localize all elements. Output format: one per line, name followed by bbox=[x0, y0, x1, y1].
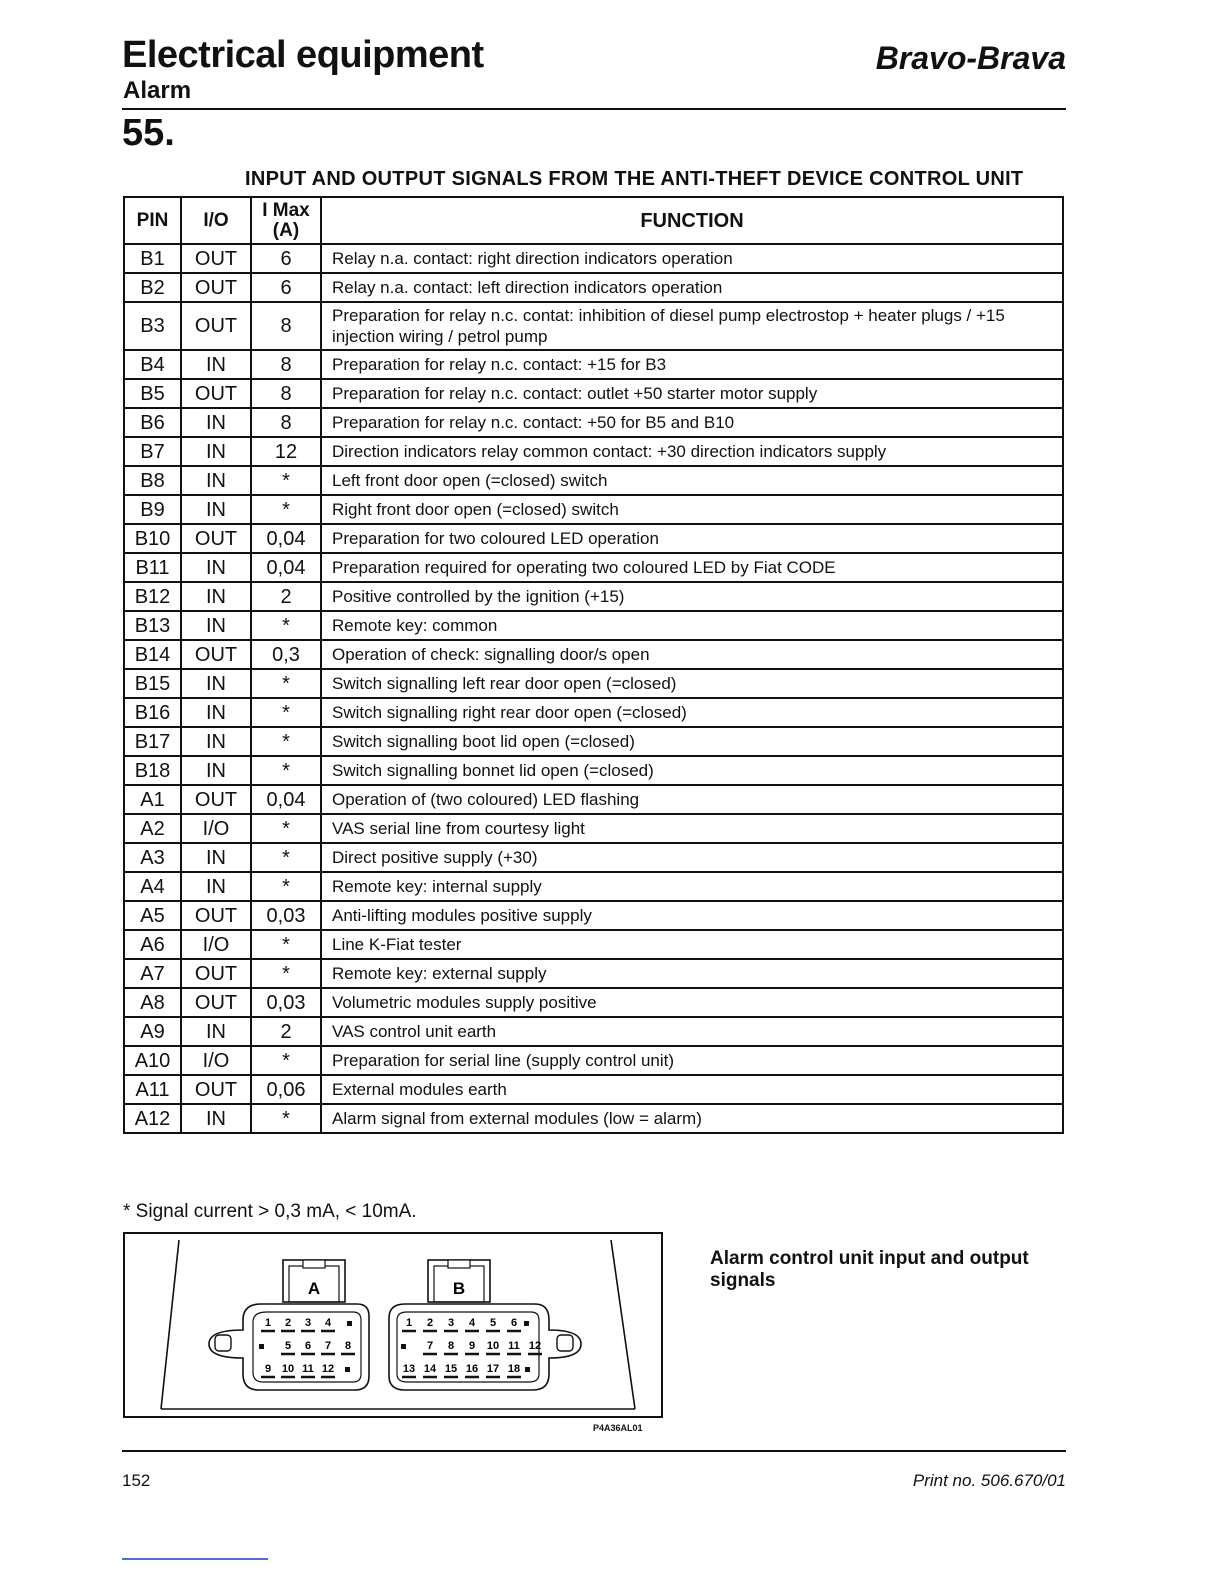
pin-number: 11 bbox=[302, 1363, 314, 1375]
cell-pin: B4 bbox=[124, 350, 181, 379]
cell-function: Line K-Fiat tester bbox=[321, 930, 1063, 959]
cell-function: Preparation required for operating two coloured LED by Fiat CODE bbox=[321, 553, 1063, 582]
cell-imax: 0,03 bbox=[251, 988, 321, 1017]
cell-pin: B6 bbox=[124, 408, 181, 437]
cell-function: Direction indicators relay common contact: +30 direction indicators supply bbox=[321, 437, 1063, 466]
cell-io: OUT bbox=[181, 379, 251, 408]
table-row bbox=[124, 437, 1063, 466]
table-row bbox=[124, 930, 1063, 959]
cell-pin: A11 bbox=[124, 1075, 181, 1104]
cell-io: OUT bbox=[181, 785, 251, 814]
cell-imax: * bbox=[251, 466, 321, 495]
cell-imax: 0,3 bbox=[251, 640, 321, 669]
connector-a-pins bbox=[259, 1317, 355, 1377]
cell-pin: B11 bbox=[124, 553, 181, 582]
cell-imax: 6 bbox=[251, 244, 321, 273]
cell-imax: * bbox=[251, 698, 321, 727]
housing-right-edge bbox=[611, 1240, 635, 1409]
cell-imax: * bbox=[251, 669, 321, 698]
pin-number: 17 bbox=[486, 1363, 500, 1375]
pin-number: 12 bbox=[321, 1363, 335, 1375]
pin-number: 11 bbox=[508, 1340, 520, 1352]
pin-number: 1 bbox=[264, 1317, 272, 1329]
pin-number: 7 bbox=[324, 1340, 332, 1352]
section-number: 55. bbox=[122, 112, 175, 154]
table-row bbox=[124, 698, 1063, 727]
table-row bbox=[124, 1104, 1063, 1133]
cell-pin: B16 bbox=[124, 698, 181, 727]
cell-imax: * bbox=[251, 930, 321, 959]
cell-function: Remote key: common bbox=[321, 611, 1063, 640]
key-marker bbox=[259, 1344, 264, 1349]
cell-io: IN bbox=[181, 495, 251, 524]
table-row bbox=[124, 495, 1063, 524]
cell-imax: * bbox=[251, 843, 321, 872]
key-marker bbox=[345, 1367, 350, 1372]
cell-io: IN bbox=[181, 437, 251, 466]
table-row bbox=[124, 244, 1063, 273]
connector-a-label: A bbox=[307, 1279, 321, 1298]
cell-imax: 8 bbox=[251, 350, 321, 379]
cell-imax: 0,04 bbox=[251, 785, 321, 814]
cell-imax: 6 bbox=[251, 273, 321, 302]
footer-divider bbox=[122, 1450, 1066, 1452]
cell-pin: B5 bbox=[124, 379, 181, 408]
cell-pin: A10 bbox=[124, 1046, 181, 1075]
cell-pin: B14 bbox=[124, 640, 181, 669]
cell-imax: * bbox=[251, 727, 321, 756]
table-row bbox=[124, 756, 1063, 785]
cell-io: IN bbox=[181, 1017, 251, 1046]
cell-pin: A8 bbox=[124, 988, 181, 1017]
cell-imax: 2 bbox=[251, 1017, 321, 1046]
connector-b bbox=[389, 1260, 581, 1390]
cell-pin: B3 bbox=[124, 302, 181, 350]
pin-number: 7 bbox=[426, 1340, 434, 1352]
cell-function: Volumetric modules supply positive bbox=[321, 988, 1063, 1017]
cell-function: Preparation for relay n.c. contact: +50 for B5 and B10 bbox=[321, 408, 1063, 437]
cell-function: Preparation for relay n.c. contat: inhibition of diesel pump electrostop + heater plugs / +15 injection wiring / petrol pump bbox=[321, 302, 1063, 350]
pin-number: 16 bbox=[465, 1363, 479, 1375]
pin-number: 3 bbox=[447, 1317, 455, 1329]
table-row bbox=[124, 814, 1063, 843]
connector-drawing bbox=[125, 1234, 661, 1416]
pin-number: 10 bbox=[486, 1340, 500, 1352]
cell-io: OUT bbox=[181, 988, 251, 1017]
table-row bbox=[124, 379, 1063, 408]
cell-pin: B10 bbox=[124, 524, 181, 553]
cell-function: Anti-lifting modules positive supply bbox=[321, 901, 1063, 930]
cell-function: Preparation for relay n.c. contact: outlet +50 starter motor supply bbox=[321, 379, 1063, 408]
cell-io: IN bbox=[181, 669, 251, 698]
pin-number: 10 bbox=[281, 1363, 295, 1375]
cell-io: OUT bbox=[181, 640, 251, 669]
key-marker bbox=[524, 1321, 529, 1326]
pin-number: 1 bbox=[405, 1317, 413, 1329]
key-marker bbox=[401, 1344, 406, 1349]
cell-imax: 8 bbox=[251, 408, 321, 437]
table-row bbox=[124, 1075, 1063, 1104]
table-row bbox=[124, 350, 1063, 379]
table-header-row bbox=[124, 197, 1063, 244]
cell-function: VAS serial line from courtesy light bbox=[321, 814, 1063, 843]
connector-a bbox=[209, 1260, 369, 1390]
print-number: Print no. 506.670/01 bbox=[912, 1471, 1066, 1490]
table-row bbox=[124, 611, 1063, 640]
col-header-imax: I Max (A) bbox=[251, 197, 321, 244]
cell-io: IN bbox=[181, 408, 251, 437]
cell-function: VAS control unit earth bbox=[321, 1017, 1063, 1046]
table-row bbox=[124, 988, 1063, 1017]
table-row bbox=[124, 669, 1063, 698]
table-row bbox=[124, 640, 1063, 669]
connector-b-pins bbox=[401, 1317, 542, 1377]
connector-diagram bbox=[123, 1232, 663, 1418]
cell-function: Switch signalling bonnet lid open (=closed) bbox=[321, 756, 1063, 785]
cell-function: Remote key: internal supply bbox=[321, 872, 1063, 901]
cell-io: IN bbox=[181, 698, 251, 727]
pin-number: 18 bbox=[507, 1363, 521, 1375]
cell-imax: 12 bbox=[251, 437, 321, 466]
cell-imax: 0,03 bbox=[251, 901, 321, 930]
col-header-function: FUNCTION bbox=[321, 197, 1063, 244]
cell-pin: B15 bbox=[124, 669, 181, 698]
cell-pin: A6 bbox=[124, 930, 181, 959]
pin-number: 8 bbox=[344, 1340, 352, 1352]
table-row bbox=[124, 901, 1063, 930]
pin-number: 9 bbox=[264, 1363, 272, 1375]
cell-io: IN bbox=[181, 611, 251, 640]
cell-function: Right front door open (=closed) switch bbox=[321, 495, 1063, 524]
signals-table bbox=[123, 196, 1064, 1134]
cell-imax: * bbox=[251, 1104, 321, 1133]
cell-imax: * bbox=[251, 1046, 321, 1075]
pin-number: 13 bbox=[402, 1363, 416, 1375]
cell-imax: 0,04 bbox=[251, 524, 321, 553]
cell-io: OUT bbox=[181, 524, 251, 553]
cell-function: Alarm signal from external modules (low = alarm) bbox=[321, 1104, 1063, 1133]
cell-imax: * bbox=[251, 611, 321, 640]
cell-imax: * bbox=[251, 814, 321, 843]
cell-io: IN bbox=[181, 1104, 251, 1133]
cell-imax: * bbox=[251, 959, 321, 988]
housing-left-edge bbox=[161, 1240, 179, 1409]
cell-imax: 0,04 bbox=[251, 553, 321, 582]
cell-pin: B17 bbox=[124, 727, 181, 756]
cell-pin: B9 bbox=[124, 495, 181, 524]
cell-io: OUT bbox=[181, 302, 251, 350]
pin-number: 15 bbox=[444, 1363, 458, 1375]
table-row bbox=[124, 466, 1063, 495]
table-row bbox=[124, 582, 1063, 611]
cell-function: Relay n.a. contact: left direction indicators operation bbox=[321, 273, 1063, 302]
table-row bbox=[124, 1017, 1063, 1046]
cell-io: OUT bbox=[181, 273, 251, 302]
cell-function: Operation of (two coloured) LED flashing bbox=[321, 785, 1063, 814]
diagram-caption: Alarm control unit input and output signals bbox=[710, 1248, 1029, 1291]
cell-pin: B12 bbox=[124, 582, 181, 611]
cell-function: Remote key: external supply bbox=[321, 959, 1063, 988]
footnote: * Signal current > 0,3 mA, < 10mA. bbox=[123, 1201, 417, 1222]
cell-pin: B2 bbox=[124, 273, 181, 302]
cell-pin: B13 bbox=[124, 611, 181, 640]
cell-function: Left front door open (=closed) switch bbox=[321, 466, 1063, 495]
cell-imax: 8 bbox=[251, 302, 321, 350]
cell-pin: B18 bbox=[124, 756, 181, 785]
model-name: Bravo-Brava bbox=[875, 40, 1066, 76]
cell-pin: A9 bbox=[124, 1017, 181, 1046]
col-header-io: I/O bbox=[181, 197, 251, 244]
cell-function: Switch signalling boot lid open (=closed) bbox=[321, 727, 1063, 756]
pin-number: 12 bbox=[528, 1340, 542, 1352]
cell-pin: A3 bbox=[124, 843, 181, 872]
table-title: INPUT AND OUTPUT SIGNALS FROM THE ANTI-THEFT DEVICE CONTROL UNIT bbox=[245, 168, 1024, 190]
cell-io: IN bbox=[181, 843, 251, 872]
cell-pin: A12 bbox=[124, 1104, 181, 1133]
cell-pin: A7 bbox=[124, 959, 181, 988]
cell-function: Switch signalling left rear door open (=closed) bbox=[321, 669, 1063, 698]
key-marker bbox=[525, 1367, 530, 1372]
cell-io: IN bbox=[181, 872, 251, 901]
pin-number: 9 bbox=[468, 1340, 476, 1352]
cell-io: I/O bbox=[181, 930, 251, 959]
cell-io: OUT bbox=[181, 901, 251, 930]
cell-function: Switch signalling right rear door open (=closed) bbox=[321, 698, 1063, 727]
cell-pin: B7 bbox=[124, 437, 181, 466]
scan-artifact-line bbox=[122, 1558, 268, 1560]
connector-b-label: B bbox=[452, 1279, 466, 1298]
pin-number: 8 bbox=[447, 1340, 455, 1352]
table-row bbox=[124, 302, 1063, 350]
cell-pin: A1 bbox=[124, 785, 181, 814]
cell-io: I/O bbox=[181, 814, 251, 843]
cell-function: Preparation for two coloured LED operation bbox=[321, 524, 1063, 553]
cell-pin: B1 bbox=[124, 244, 181, 273]
cell-pin: A5 bbox=[124, 901, 181, 930]
cell-function: Positive controlled by the ignition (+15) bbox=[321, 582, 1063, 611]
pin-number: 4 bbox=[468, 1317, 476, 1329]
cell-function: Preparation for serial line (supply control unit) bbox=[321, 1046, 1063, 1075]
table-row bbox=[124, 843, 1063, 872]
table-row bbox=[124, 553, 1063, 582]
cell-io: IN bbox=[181, 756, 251, 785]
key-marker bbox=[347, 1321, 352, 1326]
col-header-pin: PIN bbox=[124, 197, 181, 244]
table-row bbox=[124, 785, 1063, 814]
table-row bbox=[124, 408, 1063, 437]
diagram-code: P4A36AL01 bbox=[593, 1423, 643, 1433]
cell-function: External modules earth bbox=[321, 1075, 1063, 1104]
cell-imax: 8 bbox=[251, 379, 321, 408]
cell-imax: 2 bbox=[251, 582, 321, 611]
pin-number: 2 bbox=[284, 1317, 292, 1329]
cell-function: Direct positive supply (+30) bbox=[321, 843, 1063, 872]
cell-function: Preparation for relay n.c. contact: +15 for B3 bbox=[321, 350, 1063, 379]
table-row bbox=[124, 727, 1063, 756]
cell-io: OUT bbox=[181, 1075, 251, 1104]
table-body bbox=[124, 244, 1063, 1133]
pin-number: 6 bbox=[304, 1340, 312, 1352]
cell-pin: A4 bbox=[124, 872, 181, 901]
cell-imax: * bbox=[251, 872, 321, 901]
table-row bbox=[124, 872, 1063, 901]
header-divider bbox=[122, 108, 1066, 110]
table-row bbox=[124, 524, 1063, 553]
cell-imax: * bbox=[251, 756, 321, 785]
pin-number: 4 bbox=[324, 1317, 332, 1329]
cell-io: IN bbox=[181, 466, 251, 495]
page-number: 152 bbox=[122, 1471, 151, 1490]
page-subtitle: Alarm bbox=[123, 77, 192, 104]
cell-imax: * bbox=[251, 495, 321, 524]
cell-io: IN bbox=[181, 582, 251, 611]
cell-io: IN bbox=[181, 553, 251, 582]
pin-number: 3 bbox=[304, 1317, 312, 1329]
cell-function: Operation of check: signalling door/s open bbox=[321, 640, 1063, 669]
cell-pin: B8 bbox=[124, 466, 181, 495]
cell-io: IN bbox=[181, 727, 251, 756]
cell-pin: A2 bbox=[124, 814, 181, 843]
pin-number: 5 bbox=[284, 1340, 292, 1352]
table-row bbox=[124, 273, 1063, 302]
table-row bbox=[124, 959, 1063, 988]
pin-number: 14 bbox=[423, 1363, 437, 1375]
pin-number: 6 bbox=[510, 1317, 518, 1329]
cell-io: OUT bbox=[181, 244, 251, 273]
cell-imax: 0,06 bbox=[251, 1075, 321, 1104]
pin-number: 2 bbox=[426, 1317, 434, 1329]
page-title: Electrical equipment bbox=[122, 34, 484, 76]
table-row bbox=[124, 1046, 1063, 1075]
cell-io: I/O bbox=[181, 1046, 251, 1075]
cell-function: Relay n.a. contact: right direction indicators operation bbox=[321, 244, 1063, 273]
cell-io: IN bbox=[181, 350, 251, 379]
pin-number: 5 bbox=[489, 1317, 497, 1329]
cell-io: OUT bbox=[181, 959, 251, 988]
